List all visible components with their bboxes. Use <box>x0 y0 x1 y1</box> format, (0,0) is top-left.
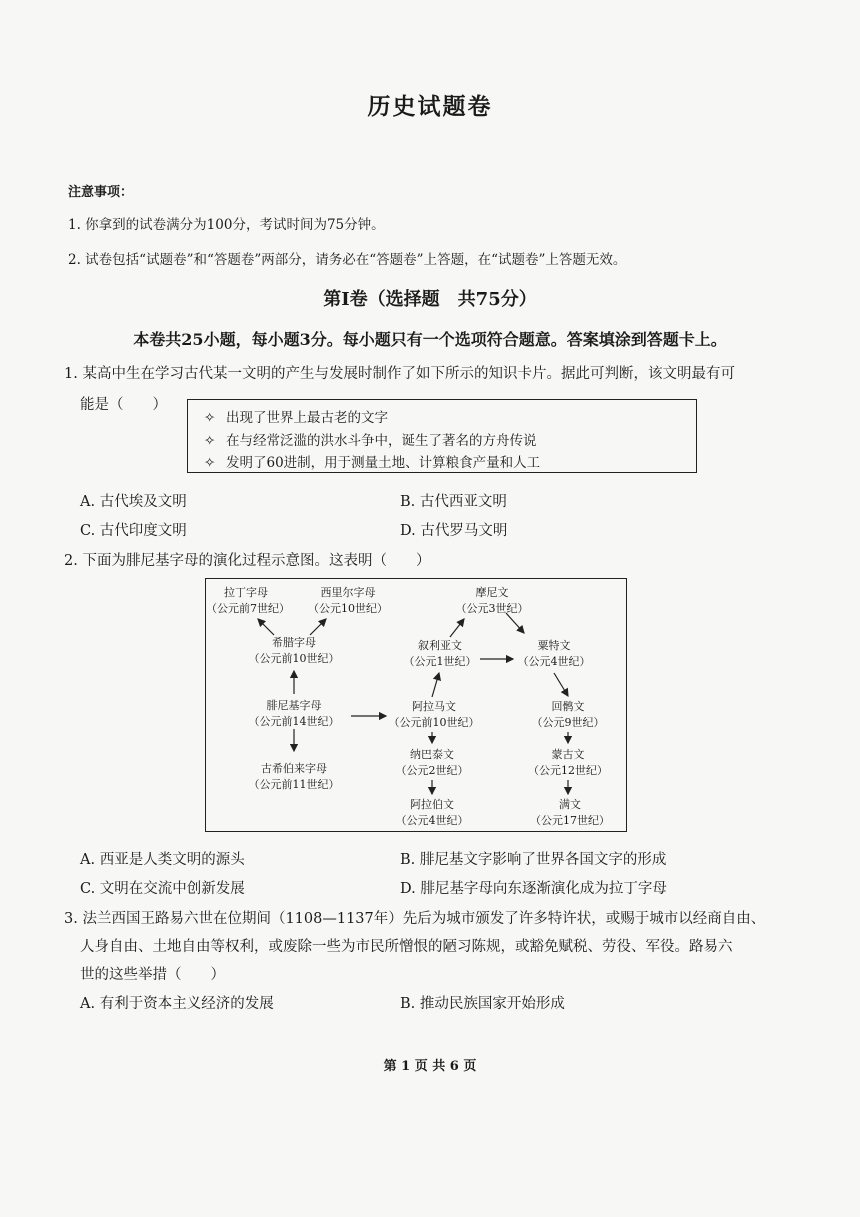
node-name: 满文 <box>559 798 581 811</box>
q3-option-b[interactable]: B. 推动民族国家开始形成 <box>400 996 565 1012</box>
notice-item-1: 1. 你拿到的试卷满分为100分，考试时间为75分钟。 <box>68 217 385 233</box>
node-aramaic <box>384 699 484 731</box>
node-manchu <box>528 797 612 829</box>
node-name: 纳巴泰文 <box>410 748 454 761</box>
section-title: 第Ⅰ卷（选择题 共75分） <box>323 289 537 310</box>
q1-card-row <box>204 451 540 471</box>
node-name: 西里尔字母 <box>320 586 376 599</box>
node-greek <box>242 635 346 667</box>
node-manichaean <box>452 585 532 617</box>
node-nabataean <box>392 747 472 779</box>
node-syriac <box>400 638 480 670</box>
node-date: （公元4世纪） <box>395 814 469 827</box>
node-name: 叙利亚文 <box>418 639 462 652</box>
node-date: （公元10世纪） <box>308 602 388 615</box>
node-mongolian <box>528 747 608 779</box>
node-name: 希腊字母 <box>272 636 316 649</box>
node-arabic <box>392 797 472 829</box>
node-name: 古希伯来字母 <box>261 762 327 775</box>
node-date: （公元3世纪） <box>455 602 529 615</box>
node-phoenician <box>242 698 346 730</box>
node-cyrillic <box>308 585 388 617</box>
q3-option-a[interactable]: A. 有利于资本主义经济的发展 <box>80 996 274 1012</box>
arrow-greek-to-latin <box>258 619 274 635</box>
q1-option-d[interactable]: D. 古代罗马文明 <box>400 523 508 539</box>
q2-stem: 2. 下面为腓尼基字母的演化过程示意图。这表明（ ） <box>64 553 431 569</box>
q1-card-text: 发明了60进制，用于测量土地、计算粮食产量和人工 <box>226 455 541 471</box>
q2-option-c[interactable]: C. 文明在交流中创新发展 <box>80 881 245 897</box>
arrow-syriac-to-manichaean <box>450 619 464 637</box>
q1-card-text: 在与经常泛滥的洪水斗争中，诞生了著名的方舟传说 <box>226 433 537 449</box>
node-date: （公元2世纪） <box>395 764 469 777</box>
node-name: 蒙古文 <box>551 748 585 761</box>
node-latin <box>206 585 290 617</box>
q2-option-b[interactable]: B. 腓尼基文字影响了世界各国文字的形成 <box>400 852 667 868</box>
q1-option-c[interactable]: C. 古代印度文明 <box>80 523 187 539</box>
q1-stem-line-2: 能是（ ） <box>80 397 167 413</box>
node-sogdian <box>514 638 594 670</box>
node-date: （公元4世纪） <box>517 655 591 668</box>
node-uyghur <box>528 699 608 731</box>
node-date: （公元1世纪） <box>403 655 477 668</box>
node-date: （公元9世纪） <box>531 716 605 729</box>
q1-card-row <box>204 406 388 426</box>
q3-stem-line-1: 3. 法兰西国王路易六世在位期间（1108—1137年）先后为城市颁发了许多特许状，或赐于城市以经商自由、 <box>64 911 766 927</box>
q3-stem-line-2: 人身自由、土地自由等权利，或废除一些为市民所憎恨的陋习陈规，或豁免赋税、劳役、军役。路易六 <box>80 939 733 955</box>
node-date: （公元17世纪） <box>530 814 610 827</box>
node-date: （公元前10世纪） <box>388 716 480 729</box>
node-name: 拉丁字母 <box>224 586 268 599</box>
diamond-bullet-icon: ✧ <box>204 455 216 471</box>
node-date: （公元前11世纪） <box>248 778 340 791</box>
page-footer: 第 1 页 共 6 页 <box>383 1059 477 1074</box>
node-name: 回鹘文 <box>551 700 585 713</box>
q1-knowledge-card <box>187 399 697 473</box>
q1-card-row <box>204 429 537 449</box>
section-instructions: 本卷共25小题，每小题3分。每小题只有一个选项符合题意。答案填涂到答题卡上。 <box>133 330 727 349</box>
q2-option-d[interactable]: D. 腓尼基字母向东逐渐演化成为拉丁字母 <box>400 881 667 897</box>
node-name: 腓尼基字母 <box>266 699 322 712</box>
node-hebrew <box>242 761 346 793</box>
node-name: 阿拉伯文 <box>410 798 454 811</box>
notice-heading: 注意事项： <box>68 185 134 200</box>
q1-option-b[interactable]: B. 古代西亚文明 <box>400 494 507 510</box>
node-date: （公元12世纪） <box>528 764 608 777</box>
node-name: 粟特文 <box>537 639 571 652</box>
diamond-bullet-icon: ✧ <box>204 433 216 449</box>
q3-stem-line-3: 世的这些举措（ ） <box>80 967 225 983</box>
q2-option-a[interactable]: A. 西亚是人类文明的源头 <box>80 852 245 868</box>
diamond-bullet-icon: ✧ <box>204 410 216 426</box>
arrow-aramaic-to-syriac <box>432 673 439 697</box>
q1-stem-line-1: 1. 某高中生在学习古代某一文明的产生与发展时制作了如下所示的知识卡片。据此可判断，该文明最有可 <box>64 366 735 382</box>
node-date: （公元前10世纪） <box>248 652 340 665</box>
node-name: 阿拉马文 <box>412 700 456 713</box>
page-title: 历史试题卷 <box>367 93 493 120</box>
arrow-sogdian-to-uyghur <box>554 673 568 696</box>
node-date: （公元前7世纪） <box>206 602 290 615</box>
notice-item-2: 2. 试卷包括“试题卷”和“答题卷”两部分，请务必在“答题卷”上答题，在“试题卷”上答题无效。 <box>68 252 627 268</box>
q2-alphabet-diagram <box>205 578 627 832</box>
arrow-greek-to-cyrillic <box>310 619 326 635</box>
node-date: （公元前14世纪） <box>248 715 340 728</box>
q1-option-a[interactable]: A. 古代埃及文明 <box>80 494 187 510</box>
q1-card-text: 出现了世界上最古老的文字 <box>226 410 388 426</box>
node-name: 摩尼文 <box>475 586 509 599</box>
